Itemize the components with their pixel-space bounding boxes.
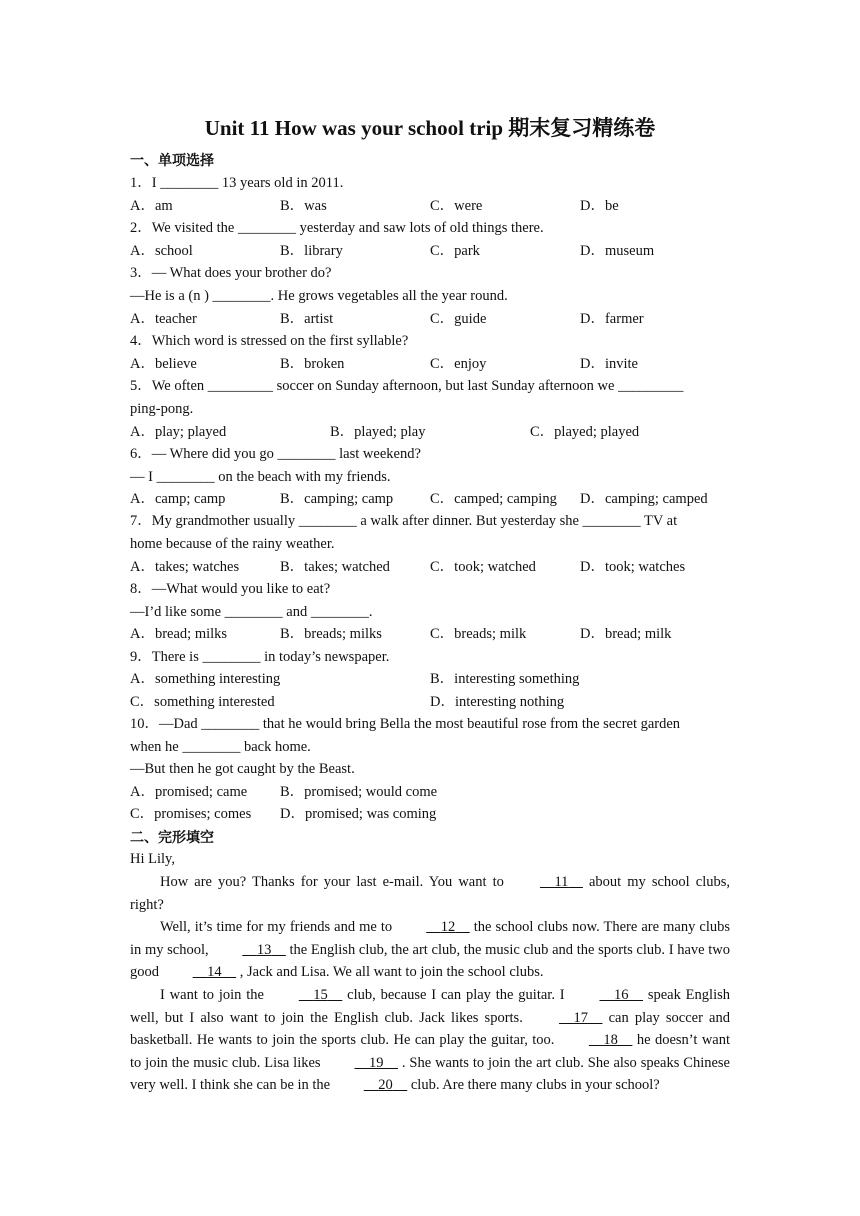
q9-option-d: D．interesting nothing bbox=[430, 694, 565, 710]
q3-option-a: A．teacher bbox=[130, 311, 197, 327]
q10-option-c: C．promises; comes bbox=[130, 806, 252, 822]
q6-option-d: D．camping; camped bbox=[580, 491, 708, 507]
q3-option-c: C．guide bbox=[430, 311, 487, 327]
q8-option-b: B．breads; milks bbox=[280, 626, 382, 642]
question-7-line-2: home because of the rainy weather. bbox=[130, 536, 335, 552]
q3-option-d: D．farmer bbox=[580, 311, 644, 327]
q2-option-d: D．museum bbox=[580, 243, 655, 259]
page-title: Unit 11 How was your school trip 期末复习精练卷 bbox=[204, 116, 656, 140]
question-6: 6．— Where did you go ________ last weekend? bbox=[130, 446, 421, 462]
q4-option-c: C．enjoy bbox=[430, 356, 487, 372]
q2-option-b: B．library bbox=[280, 243, 343, 259]
q3-option-b: B．artist bbox=[280, 311, 334, 327]
cloze-paragraph-3: I want to join the 15 club, because I can play the guitar. I 16 speak English well, but I also want to join the English club. Jack likes sports. 17 can play soccer and basketball. He wants to join the sports club. He can play the guitar, too. 18 he doesn’t want to join the music club. Lisa likes 19 . She wants to join the art club. She also speaks Chinese very well. I think she can be in the 20 club. Are there many clubs in your school? bbox=[130, 984, 730, 1097]
question-3: 3．— What does your brother do? bbox=[130, 265, 332, 281]
question-5-line-2: ping-pong. bbox=[130, 401, 194, 417]
q10-option-d: D．promised; was coming bbox=[280, 806, 437, 822]
question-8: 8．—What would you like to eat? bbox=[130, 581, 331, 597]
q5-option-a: A．play; played bbox=[130, 424, 227, 440]
cloze-blank-14: 14 bbox=[207, 964, 222, 981]
question-9: 9．There is ________ in today’s newspaper. bbox=[130, 649, 390, 665]
q6-option-b: B．camping; camp bbox=[280, 491, 394, 507]
cloze-blank-20: 20 bbox=[378, 1077, 393, 1094]
cloze-blank-17: 17 bbox=[573, 1009, 588, 1026]
question-10-line-2: when he ________ back home. bbox=[130, 739, 311, 755]
q7-option-b: B．takes; watched bbox=[280, 559, 390, 575]
q1-option-d: D．be bbox=[580, 198, 619, 214]
cloze-blank-15: 15 bbox=[313, 987, 328, 1003]
question-2: 2．We visited the ________ yesterday and saw lots of old things there. bbox=[130, 220, 544, 236]
q7-option-c: C．took; watched bbox=[430, 559, 536, 575]
cloze-blank-18: 18 bbox=[603, 1032, 618, 1049]
q1-option-b: B．was bbox=[280, 198, 327, 214]
q7-option-d: D．took; watches bbox=[580, 559, 686, 575]
q5-option-b: B．played; play bbox=[330, 424, 426, 440]
cloze-paragraph-1: How are you? Thanks for your last e-mail. You want to 11 about my school clubs, right? bbox=[130, 871, 730, 916]
q1-option-c: C．were bbox=[430, 198, 483, 214]
section-heading-single-choice: 一、单项选择 bbox=[130, 153, 214, 169]
q9-option-a: A．something interesting bbox=[130, 671, 281, 687]
question-5: 5．We often _________ soccer on Sunday afternoon, but last Sunday afternoon we _________ bbox=[130, 378, 684, 394]
q9-option-c: C．something interested bbox=[130, 694, 275, 710]
q9-option-b: B．interesting something bbox=[430, 671, 580, 687]
q8-option-a: A．bread; milks bbox=[130, 626, 228, 642]
question-4: 4．Which word is stressed on the first syllable? bbox=[130, 333, 409, 349]
question-6-line-2: — I ________ on the beach with my friends. bbox=[130, 469, 391, 485]
cloze-blank-13: 13 bbox=[256, 941, 272, 958]
q7-option-a: A．takes; watches bbox=[130, 559, 240, 575]
q6-option-a: A．camp; camp bbox=[130, 491, 226, 507]
q10-option-a: A．promised; came bbox=[130, 784, 248, 800]
q4-option-a: A．believe bbox=[130, 356, 197, 372]
question-1: 1．I ________ 13 years old in 2011. bbox=[130, 175, 344, 191]
q8-option-c: C．breads; milk bbox=[430, 626, 527, 642]
cloze-greeting: Hi Lily, bbox=[130, 851, 175, 867]
question-10: 10．—Dad ________ that he would bring Bella the most beautiful rose from the secret garden bbox=[130, 716, 681, 732]
question-8-line-2: —I’d like some ________ and ________. bbox=[130, 604, 373, 620]
cloze-paragraph-2: Well, it’s time for my friends and me to 12 the school clubs now. There are many clubs in my school, 13 the English club, the art club, the music club and the sports club. I have two good 14 , Jack and Lisa. We all want to join the school clubs. bbox=[130, 916, 730, 984]
cloze-blank-16: 16 bbox=[613, 987, 629, 1003]
q10-option-b: B．promised; would come bbox=[280, 784, 438, 800]
q2-option-a: A．school bbox=[130, 243, 193, 259]
cloze-blank-11: 11 bbox=[554, 874, 569, 890]
question-7: 7．My grandmother usually ________ a walk after dinner. But yesterday she ________ TV at bbox=[130, 513, 678, 529]
cloze-blank-12: 12 bbox=[440, 919, 456, 935]
question-10-line-3: —But then he got caught by the Beast. bbox=[130, 761, 355, 777]
q8-option-d: D．bread; milk bbox=[580, 626, 672, 642]
q4-option-b: B．broken bbox=[280, 356, 345, 372]
question-3-line-2: —He is a (n ) ________. He grows vegetables all the year round. bbox=[130, 288, 508, 304]
q2-option-c: C．park bbox=[430, 243, 480, 259]
q1-option-a: A．am bbox=[130, 198, 173, 214]
q4-option-d: D．invite bbox=[580, 356, 638, 372]
cloze-blank-19: 19 bbox=[368, 1054, 384, 1071]
section-heading-cloze: 二、完形填空 bbox=[130, 830, 214, 846]
q5-option-c: C．played; played bbox=[530, 424, 640, 440]
q6-option-c: C．camped; camping bbox=[430, 491, 557, 507]
